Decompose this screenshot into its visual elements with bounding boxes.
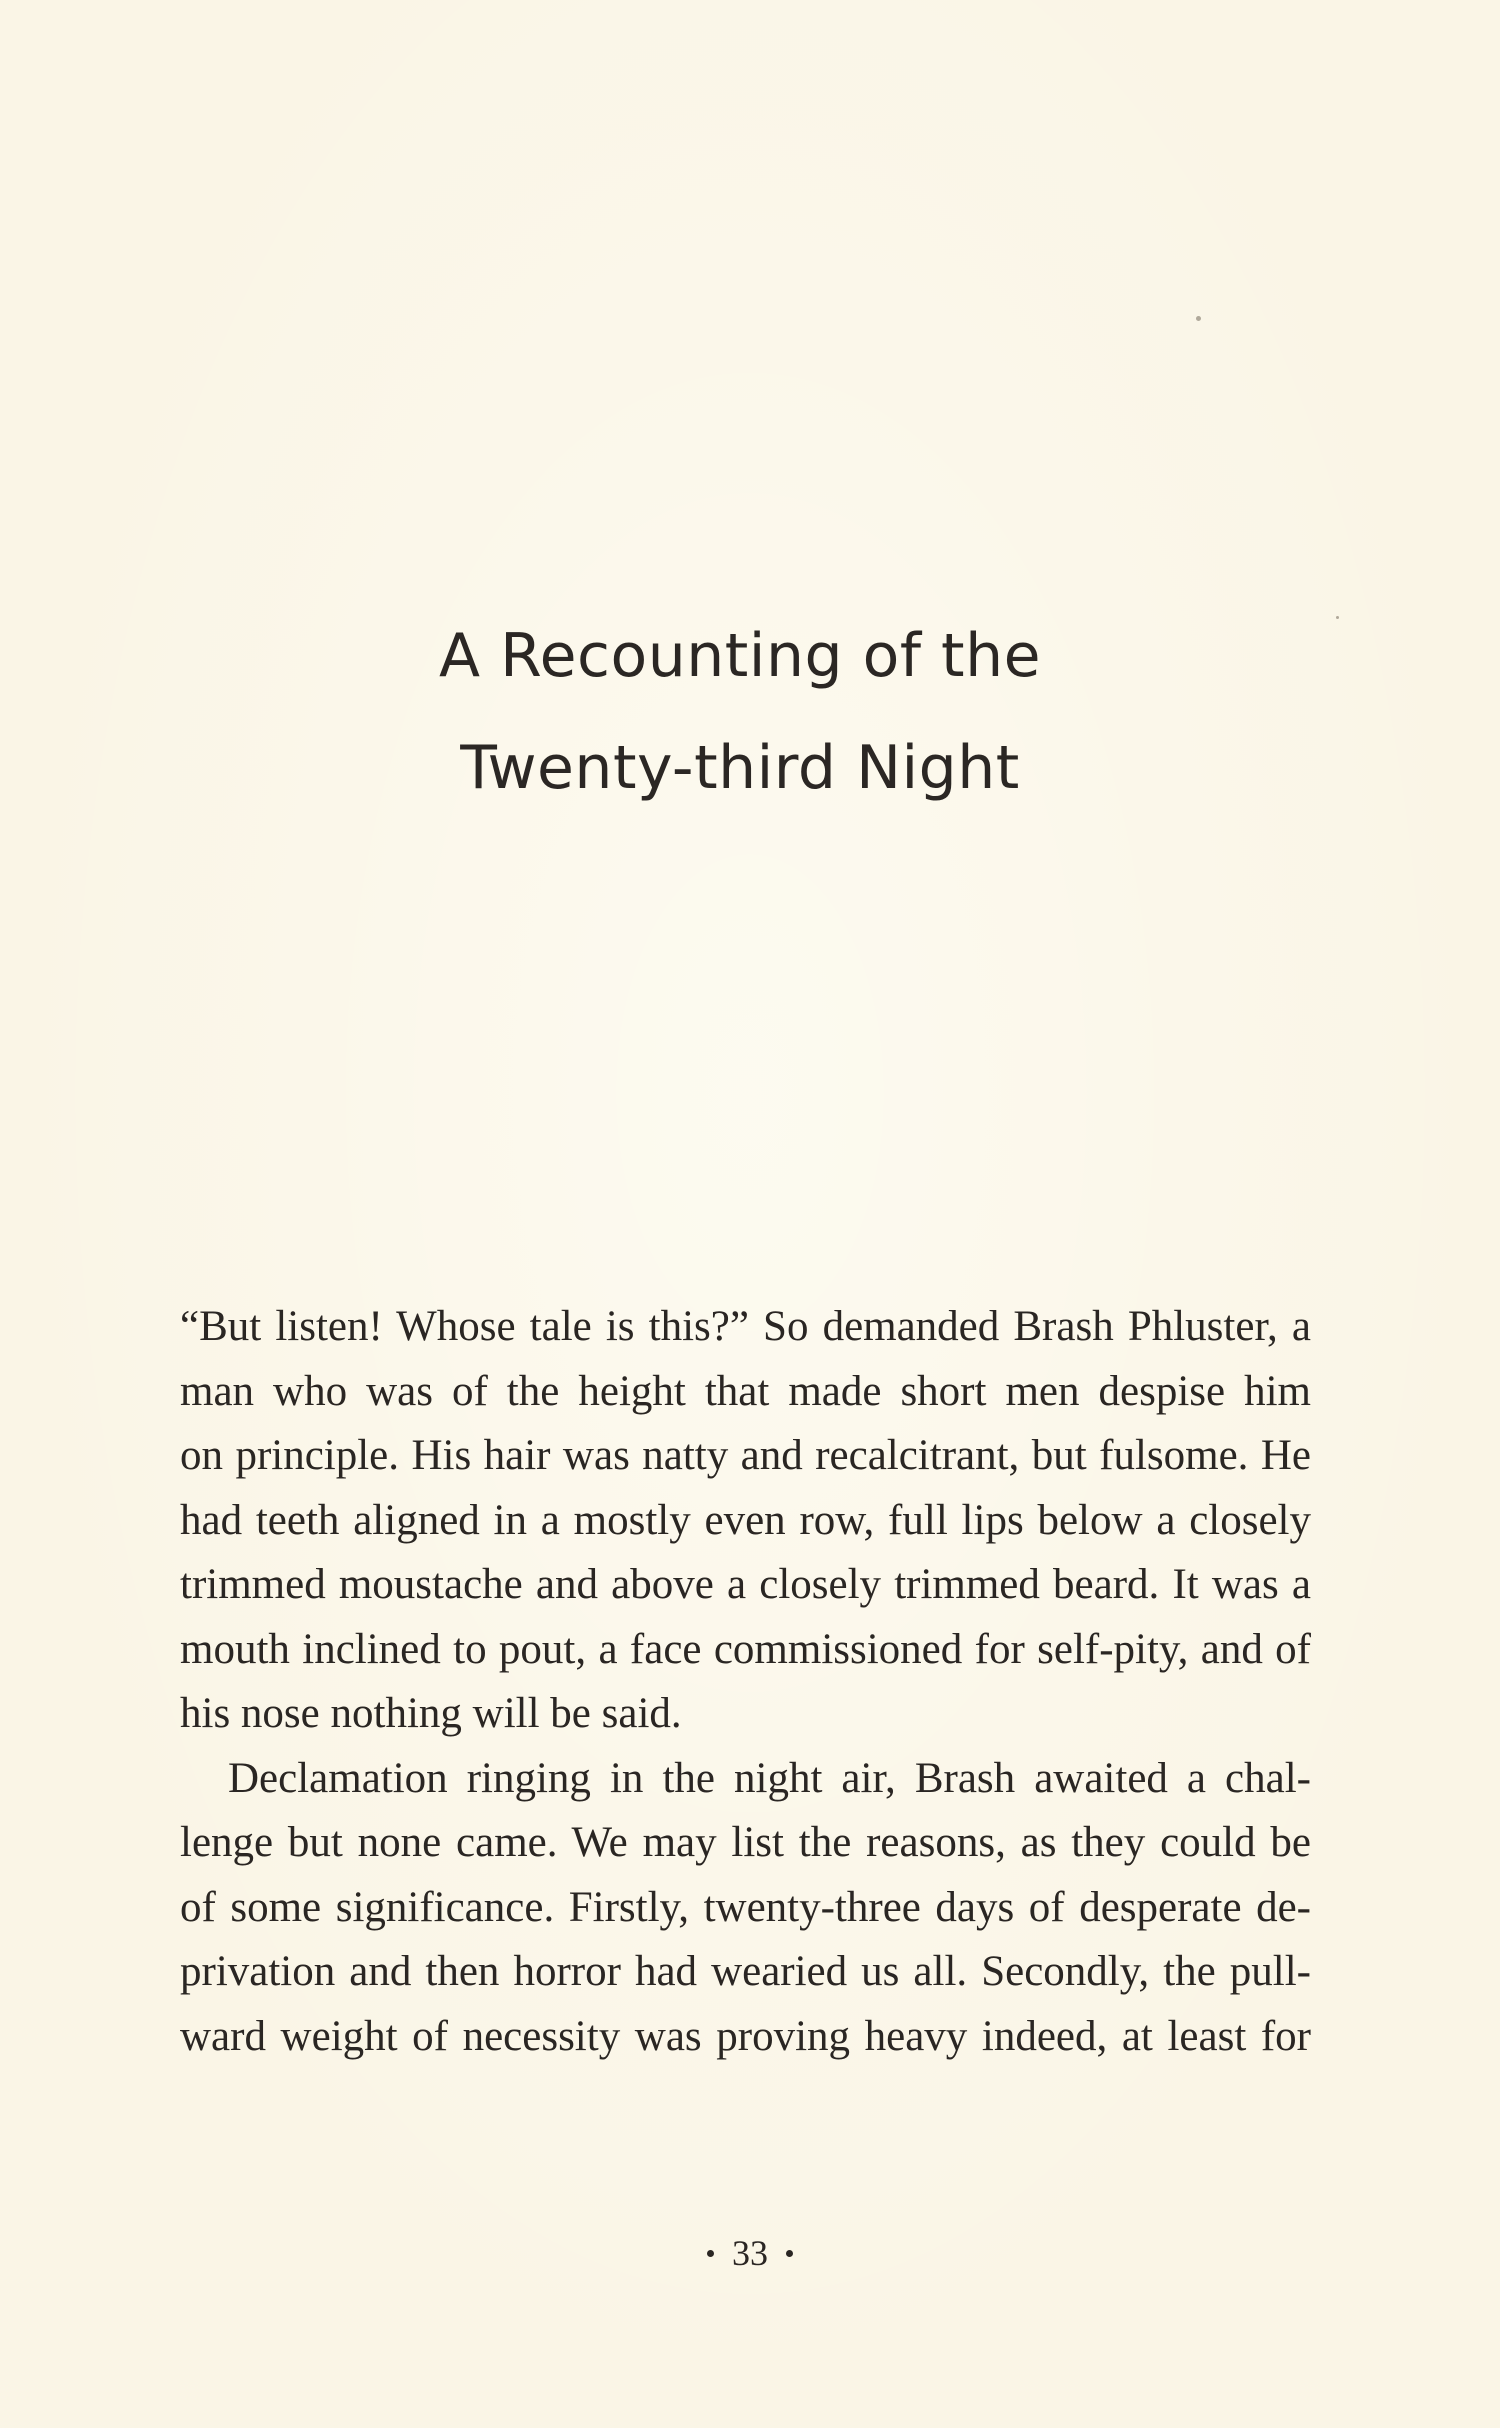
page-number: 33 — [732, 2233, 768, 2273]
chapter-title-line-1: A Recounting of the — [438, 621, 1042, 692]
page-footer — [0, 2232, 1500, 2274]
bullet-dot-icon — [707, 2250, 714, 2257]
text-line: trimmed moustache and above a closely trimmed beard. It was a — [180, 1561, 1311, 1608]
text-line: on principle. His hair was natty and recalcitrant, but fulsome. He — [180, 1432, 1311, 1479]
chapter-title-line-2: Twenty-third Night — [460, 733, 1020, 804]
chapter-title — [0, 600, 1480, 824]
text-line: mouth inclined to pout, a face commissioned for self-pity, and of — [180, 1625, 1311, 1673]
paragraph-2 — [180, 1747, 1311, 2070]
text-line: “But listen! Whose tale is this?” So demanded Brash Phluster, a — [180, 1303, 1311, 1350]
paragraph-1 — [180, 1295, 1311, 1747]
text-line: ward weight of necessity was proving heavy indeed, at least for — [180, 2012, 1311, 2060]
text-line: of some significance. Firstly, twenty-three days of desperate de- — [180, 1883, 1311, 1931]
text-line: privation and then horror had wearied us all. Secondly, the pull- — [180, 1948, 1311, 1995]
text-line: Declamation ringing in the night air, Brash awaited a chal- — [228, 1754, 1311, 1802]
body-text — [180, 1295, 1311, 2069]
text-line: his nose nothing will be said. — [180, 1690, 682, 1737]
paper-speck — [1196, 316, 1201, 321]
text-line: had teeth aligned in a mostly even row, full lips below a closely — [180, 1496, 1311, 1544]
bullet-dot-icon — [786, 2250, 793, 2257]
text-line: man who was of the height that made short men despise him — [180, 1367, 1311, 1415]
text-line: lenge but none came. We may list the reasons, as they could be — [180, 1819, 1311, 1866]
